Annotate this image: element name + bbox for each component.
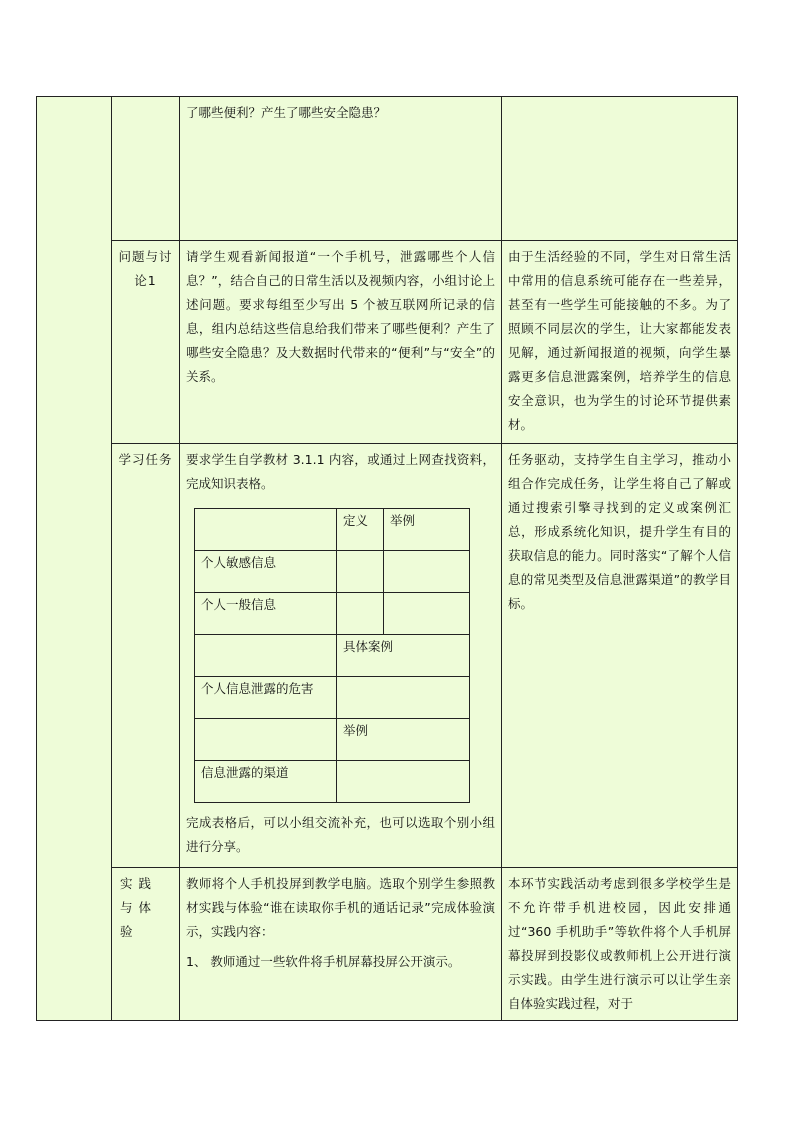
knowledge-header: 具体案例 (337, 635, 470, 677)
rationale-text: 本环节实践活动考虑到很多学校学生是不允许带手机进校园，因此安排通过“360 手机助手”等软件将个人手机屏幕投屏到投影仪或教师机上公开进行演示实践。由学生进行演示可以让学生亲自体验实践过程，对于 (508, 876, 731, 1011)
row-label-cell (112, 444, 180, 868)
knowledge-row (195, 551, 470, 593)
table-row (37, 241, 738, 444)
knowledge-cell (337, 551, 384, 593)
rationale-text: 任务驱动，支持学生自主学习，推动小组合作完成任务，让学生将自己了解或通过搜索引擎寻找到的定义或案例汇总，形成系统化知识，提升学生有目的获取信息的能力。同时落实“了解个人信息的常见类型及信息泄露渠道”的教学目标。 (508, 452, 731, 611)
table-row (37, 868, 738, 1021)
row-label-cell (112, 97, 180, 241)
row-label: 实践与体验 (120, 876, 158, 939)
knowledge-row (195, 719, 470, 761)
knowledge-header: 定义 (337, 509, 384, 551)
rationale-cell (502, 444, 738, 868)
knowledge-cell (337, 761, 470, 803)
activity-step: 1、 教师通过一些软件将手机屏幕投屏公开演示。 (186, 954, 461, 969)
lesson-plan-table (36, 96, 738, 1021)
knowledge-cell (337, 593, 384, 635)
row-label-cell (112, 241, 180, 444)
activity-text: 了哪些便利？产生了哪些安全隐患？ (186, 105, 387, 120)
rationale-cell (502, 868, 738, 1021)
knowledge-row (195, 509, 470, 551)
table-row (37, 444, 738, 868)
knowledge-cell (384, 593, 470, 635)
knowledge-cell (195, 509, 337, 551)
activity-intro-text: 要求学生自学教材 3.1.1 内容，或通过上网查找资料，完成知识表格。 (186, 452, 495, 491)
row-label: 学习任务 (118, 452, 173, 467)
knowledge-label: 个人信息泄露的危害 (195, 677, 337, 719)
knowledge-cell (337, 677, 470, 719)
knowledge-cell (384, 551, 470, 593)
activity-text: 请学生观看新闻报道“一个手机号，泄露哪些个人信息？”，结合自己的日常生活以及视频内容，小组讨论上述问题。要求每组至少写出 5 个被互联网所记录的信息，组内总结这些信息给我们带来了哪些便利？产生了哪些安全隐患？及大数据时代带来的“便利”与“安全”的关系。 (186, 249, 495, 384)
knowledge-row (195, 677, 470, 719)
rationale-cell (502, 241, 738, 444)
knowledge-table (194, 508, 470, 803)
activity-text: 教师将个人手机投屏到教学电脑。选取个别学生参照教材实践与体验“谁在读取你手机的通话记录”完成体验演示，实践内容： (186, 876, 495, 939)
knowledge-label: 个人一般信息 (195, 593, 337, 635)
knowledge-row (195, 761, 470, 803)
activity-cell (180, 97, 502, 241)
row-label: 问题与讨论1 (118, 249, 173, 288)
knowledge-cell (195, 719, 337, 761)
row-label-cell (112, 868, 180, 1021)
table-row (37, 97, 738, 241)
activity-cell (180, 868, 502, 1021)
rationale-text: 由于生活经验的不同，学生对日常生活中常用的信息系统可能存在一些差异，甚至有一些学生可能接触的不多。为了照顾不同层次的学生，让大家都能发表见解，通过新闻报道的视频，向学生暴露更多信息泄露案例，培养学生的信息安全意识，也为学生的讨论环节提供素材。 (508, 249, 731, 432)
row-label (112, 97, 179, 105)
activity-cell (180, 444, 502, 868)
activity-cell (180, 241, 502, 444)
activity-outro-text: 完成表格后，可以小组交流补充，也可以选取个别小组进行分享。 (186, 815, 495, 854)
rationale-cell (502, 97, 738, 241)
knowledge-row (195, 635, 470, 677)
knowledge-header: 举例 (384, 509, 470, 551)
knowledge-label: 个人敏感信息 (195, 551, 337, 593)
knowledge-label: 信息泄露的渠道 (195, 761, 337, 803)
knowledge-row (195, 593, 470, 635)
stage-column-cell (37, 97, 112, 1021)
knowledge-header: 举例 (337, 719, 470, 761)
knowledge-cell (195, 635, 337, 677)
